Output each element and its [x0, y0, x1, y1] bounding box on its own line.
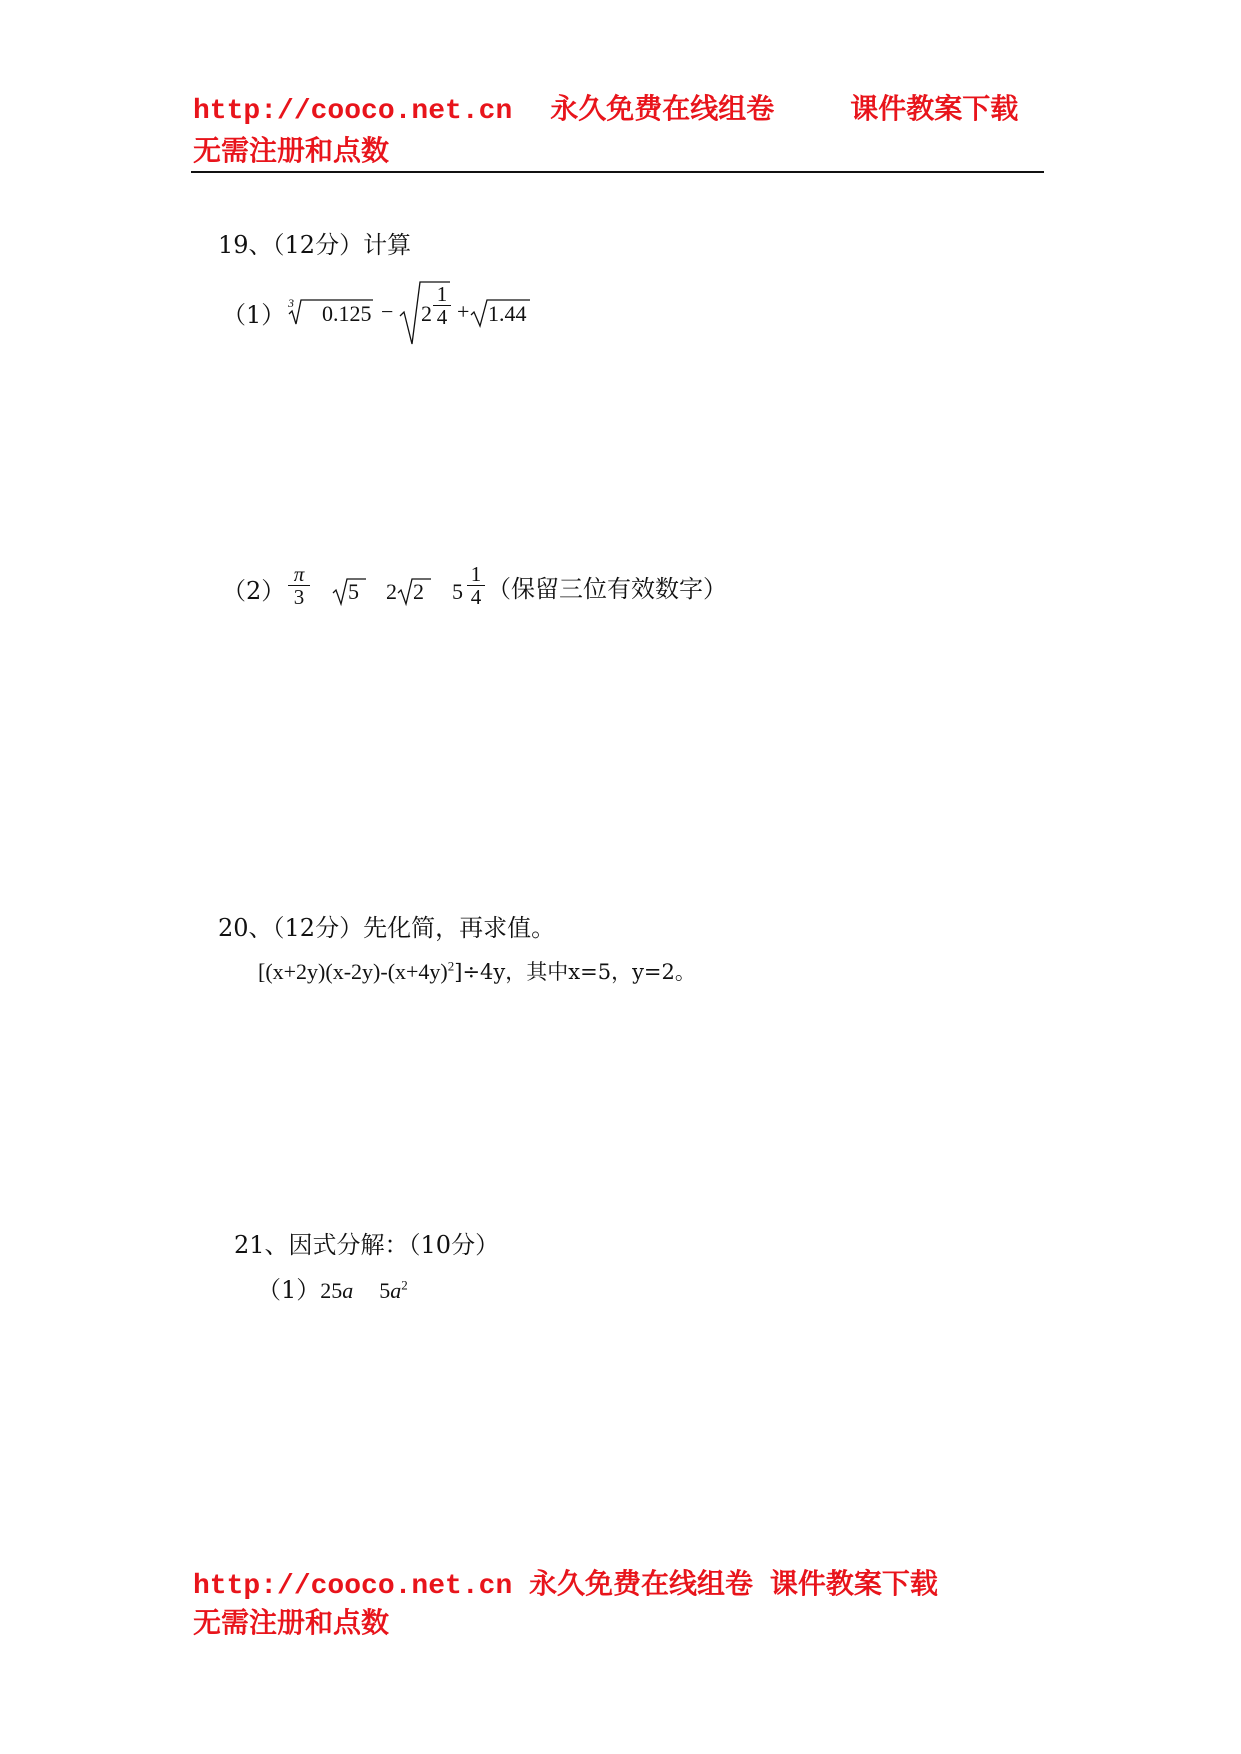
header-url[interactable]: http://cooco.net.cn: [193, 96, 513, 127]
radicand-0125: 0.125: [322, 301, 372, 326]
q20-expression-rest: ]÷4y，其中x=5，y=2。: [454, 960, 696, 984]
plus-sign: +: [457, 299, 470, 324]
q21-part1: [257, 1275, 408, 1305]
footer-line-1: [193, 1567, 938, 1604]
fraction-pi-over-3: π 3: [288, 563, 310, 608]
header-slogan-1: 永久免费在线组卷: [550, 92, 775, 125]
q20-expression: [258, 956, 696, 986]
q21-var-a: a: [342, 1278, 354, 1303]
q21-part1-label: （1）: [257, 1276, 321, 1304]
q21-title: 21、因式分解：（10分）: [234, 1231, 500, 1259]
radicand-5: 5: [348, 579, 359, 604]
header-slogan-3: 无需注册和点数: [193, 134, 390, 167]
q21-coef-5: 5: [379, 1278, 391, 1303]
q21-exponent: 2: [401, 1277, 408, 1293]
coef-2: 2: [386, 579, 397, 604]
header-line-1: [193, 92, 1018, 129]
q19-part1-label: （1）: [222, 301, 286, 329]
mixed-whole-2: 2: [421, 301, 432, 326]
q20-expression-main: [(x+2y)(x-2y)-(x+4y): [258, 959, 448, 984]
header-slogan-2: 课件教案下载: [850, 92, 1019, 125]
radicand-2: 2: [413, 579, 424, 604]
q19-part2-note: （保留三位有效数字）: [487, 575, 727, 603]
footer-text-1[interactable]: http://cooco.net.cn 永久免费在线组卷 课件教案下载: [193, 1571, 938, 1602]
q19-title: 19、（12分）计算: [218, 231, 412, 259]
q21-coef-25: 25: [320, 1278, 343, 1303]
q20-title: 20、（12分）先化简，再求值。: [218, 914, 556, 942]
mixed-whole-5: 5: [452, 579, 463, 604]
cbrt-index: 3: [288, 296, 294, 310]
q20-expression-exponent: 2: [447, 958, 455, 974]
fraction-one-quarter-2: 1 4: [467, 563, 485, 608]
minus-sign: −: [381, 299, 394, 324]
footer-line-2: 无需注册和点数: [193, 1606, 390, 1639]
header-divider: [191, 171, 1044, 173]
radicand-144: 1.44: [488, 301, 527, 326]
q19-part2-label: （2）: [222, 577, 286, 605]
q21-var-a-2: a: [390, 1278, 402, 1303]
fraction-one-quarter: 1 4: [433, 283, 451, 328]
